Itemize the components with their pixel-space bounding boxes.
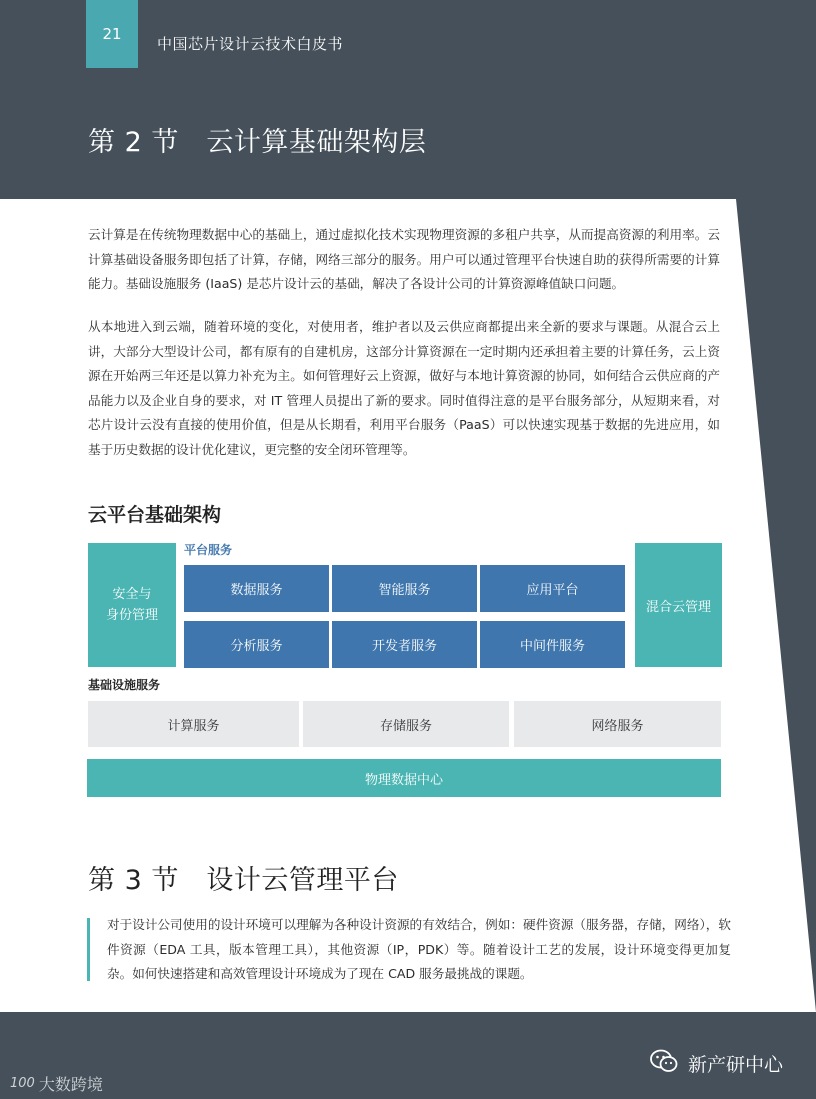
document-title: 中国芯片设计云技术白皮书 <box>157 35 344 53</box>
section-3-heading: 第 3 节 设计云管理平台 <box>88 865 399 896</box>
infra-service-box: 计算服务 <box>88 701 299 747</box>
diagram-title: 云平台基础架构 <box>88 504 222 526</box>
watermark-text: 大数跨境 <box>38 1075 103 1094</box>
infra-service-box: 存储服务 <box>303 701 509 747</box>
section-2-heading: 第 2 节 云计算基础架构层 <box>88 127 427 158</box>
section-2-paragraph-2: 从本地进入到云端，随着环境的变化，对使用者，维护者以及云供应商都提出来全新的要求与课题。从混合云上讲，大部分大型设计公司，都有原有的自建机房，这部分计算资源在一定时期内还承担着主要的计算任务，云上资源在开始两三年还是以算力补充为主。如何管理好云上资源，做好与本地计算资源的协同，如何结合云供应商的产品能力以及企业自身的要求，对 IT 管理人员提出了新的要求。同时值得注意的是平台服务部分，从短期来看，对芯片设计云没有直接的使用价值，但是从长期看，利用平台服务（PaaS）可以快速实现基于数据的先进应用，如基于历史数据的设计优化建议，更完整的安全闭环管理等。 <box>88 319 720 457</box>
platform-services-label: 平台服务 <box>184 543 233 557</box>
quote-bar <box>87 918 90 981</box>
wechat-account-name: 新产研中心 <box>688 1054 784 1076</box>
watermark-logo: 100 <box>10 1076 35 1091</box>
platform-service-box: 中间件服务 <box>480 621 625 668</box>
wechat-icon <box>650 1049 678 1073</box>
platform-service-box: 智能服务 <box>332 565 477 612</box>
infra-service-box: 网络服务 <box>514 701 721 747</box>
platform-service-box: 分析服务 <box>184 621 329 668</box>
platform-service-box: 开发者服务 <box>332 621 477 668</box>
datacenter-box: 物理数据中心 <box>87 759 721 797</box>
page-number: 21 <box>86 0 138 68</box>
platform-service-box: 数据服务 <box>184 565 329 612</box>
section-2-paragraph-1: 云计算是在传统物理数据中心的基础上，通过虚拟化技术实现物理资源的多租户共享，从而提高资源的利用率。云计算基础设备服务即包括了计算，存储，网络三部分的服务。用户可以通过管理平台快速自助的获得所需要的计算能力。基础设施服务 (IaaS) 是芯片设计云的基础，解决了各设计公司的计算资源峰值缺口问题。 <box>88 227 720 291</box>
platform-service-box: 应用平台 <box>480 565 625 612</box>
section-3-paragraph: 对于设计公司使用的设计环境可以理解为各种设计资源的有效结合，例如：硬件资源（服务器，存储，网络），软件资源（EDA 工具，版本管理工具），其他资源（IP，PDK）等。随着设计工艺的发展，设计环境变得更加复杂。如何快速搭建和高效管理设计环境成为了现在 CAD 服务最挑战的课题。 <box>107 917 731 981</box>
watermark <box>10 1072 103 1095</box>
hybrid-cloud-box: 混合云管理 <box>635 543 722 667</box>
infrastructure-services-label: 基础设施服务 <box>88 678 161 692</box>
security-identity-box: 安全与 身份管理 <box>88 543 176 667</box>
